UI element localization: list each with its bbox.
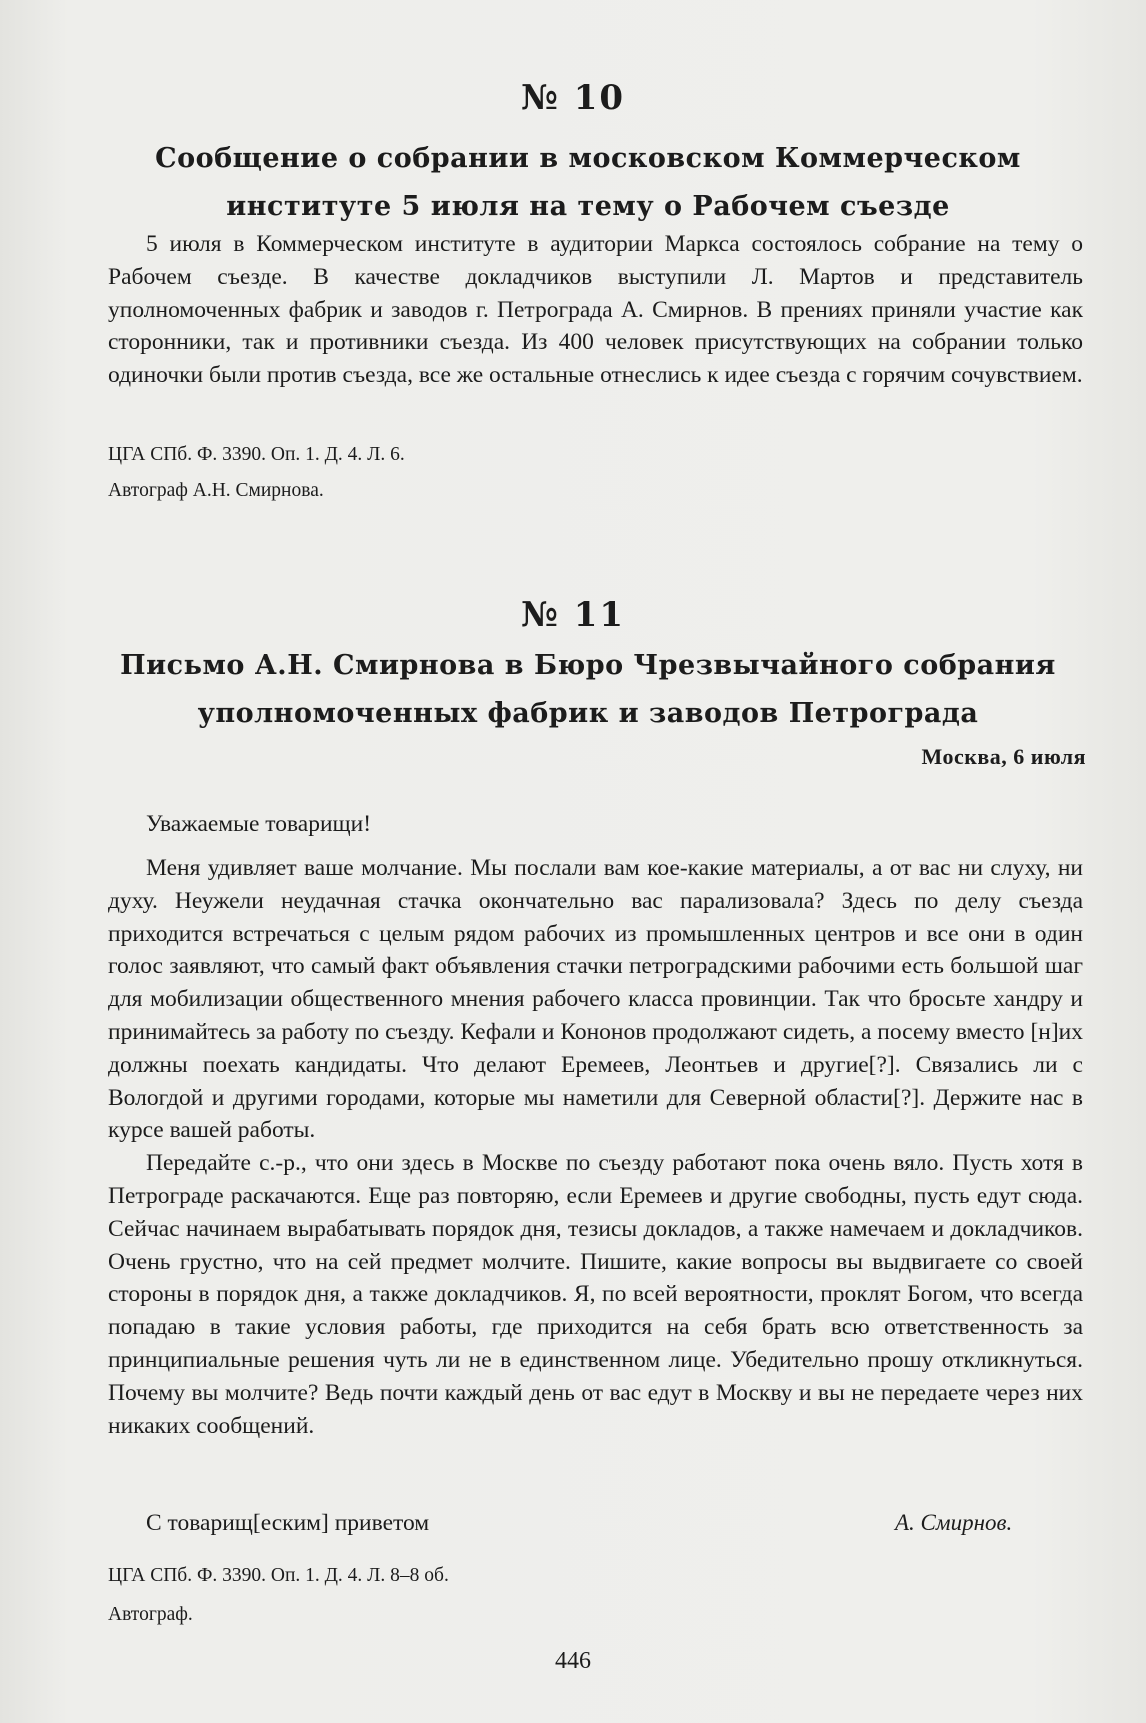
document-10-note: Автограф А.Н. Смирнова. [108, 480, 324, 501]
document-11-title [108, 642, 1068, 738]
letter-closing: С товарищ[еским] приветом [146, 1510, 430, 1536]
letter-paragraph-1: Меня удивляет ваше молчание. Мы послали вам кое-какие материалы, а от вас ни слуху, ни духу. Неужели неудачная стачка окончательно вас парализовала? Здесь по делу съезда приходится встречаться с целым рядом рабочих из промышленных центров и все они в один голос заявляют, что самый факт объявления стачки петроградскими рабочими есть большой шаг для мобилизации общественного мнения рабочего класса провинции. Так что бросьте хандру и принимайтесь за работу по съезду. Кефали и Кононов продолжают сидеть, а посему вместо [н]их должны поехать кандидаты. Что делают Еремеев, Леонтьев и другие[?]. Связались ли с Вологдой и другими городами, которые мы наметили для Северной области[?]. Держите нас в курсе вашей работы. [108, 855, 1083, 1144]
document-11-title-line2: уполномоченных фабрик и заводов Петрограда [197, 698, 979, 729]
document-10-title-line2: институте 5 июля на тему о Рабочем съезде [226, 191, 950, 222]
document-11-number: № 11 [520, 595, 626, 635]
letter-paragraph-2: Передайте с.-р., что они здесь в Москве по съезду работают пока очень вяло. Пусть хотя в Петрограде раскачаются. Еще раз повторяю, если Еремеев и другие свободны, пусть едут сюда. Сейчас начинаем вырабатывать порядок дня, тезисы докладов, а также намечаем и докладчиков. Очень грустно, что на сей предмет молчите. Пишите, какие вопросы вы выдвигаете со своей стороны в порядок дня, а также докладчиков. Я, по всей вероятности, проклят Богом, что всегда попадаю в такие условия работы, где приходится на себя брать всю ответственность за принципиальные решения чуть ли не в единственном лице. Убедительно прошу откликнуться. Почему вы молчите? Ведь почти каждый день от вас едут в Москву и вы не передаете через них никаких сообщений. [108, 1150, 1083, 1439]
page-number: 446 [555, 1648, 591, 1674]
document-11-note: Автограф. [108, 1604, 193, 1625]
document-11-place-date: Москва, 6 июля [921, 744, 1086, 769]
document-10-title [108, 135, 1068, 231]
document-10-source: ЦГА СПб. Ф. 3390. Оп. 1. Д. 4. Л. 6. [108, 444, 405, 465]
document-11-source: ЦГА СПб. Ф. 3390. Оп. 1. Д. 4. Л. 8–8 об. [108, 1565, 449, 1586]
letter-signature: А. Смирнов. [895, 1510, 1013, 1535]
letter-greeting: Уважаемые товарищи! [146, 811, 372, 837]
letter-body [108, 852, 1083, 1442]
document-11-title-line1: Письмо А.Н. Смирнова в Бюро Чрезвычайного собрания [120, 650, 1056, 681]
document-10-title-line1: Сообщение о собрании в московском Коммерческом [155, 143, 1021, 174]
document-10-body [108, 228, 1083, 392]
document-10-paragraph: 5 июля в Коммерческом институте в аудитории Маркса состоялось собрание на тему о Рабочем съезде. В качестве докладчиков выступили Л. Мартов и представитель уполномоченных фабрик и заводов г. Петрограда А. Смирнов. В прениях приняли участие как сторонники, так и противники съезда. Из 400 человек присутствующих на собрании только одиночки были против съезда, все же остальные отнеслись к идее съезда с горячим сочувствием. [108, 231, 1083, 389]
document-10-number: № 10 [520, 78, 626, 118]
